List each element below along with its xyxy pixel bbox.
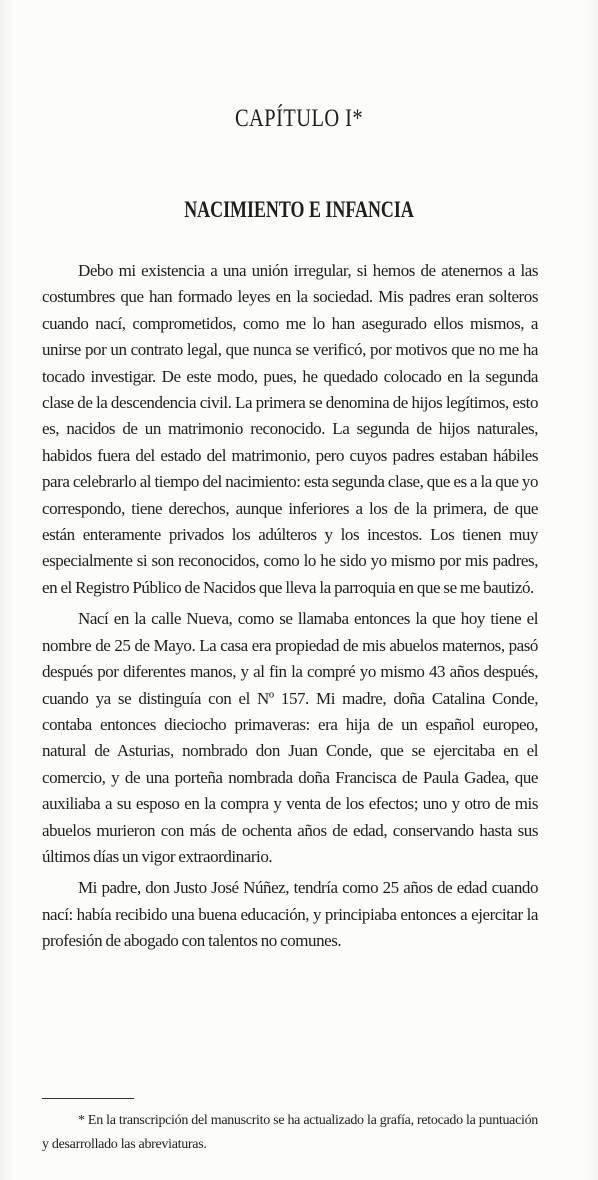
- paragraph-2: Nací en la calle Nueva, como se llamaba entonces la que hoy tiene el nombre de 25 de Mayo. La casa era propiedad de mis abuelos maternos, pasó después por diferentes manos, y al fin la compré yo mismo 43 años después, cuando ya se distinguía con el Nº 157. Mi madre, doña Catalina Conde, contaba entonces dieciocho primaveras: era hija de un español europeo, natural de Asturias, nombrado don Juan Conde, que se ejercitaba en el comercio, y de una porteña nombrada doña Francisca de Paula Gadea, que auxiliaba a su esposo en la compra y venta de los efectos; uno y otro de mis abuelos murieron con más de ochenta años de edad, conservando hasta sus últimos días un vigor extraordinario.: [42, 609, 538, 866]
- footnote-divider: [42, 1098, 134, 1099]
- footnote: * En la transcripción del manuscrito se ha actualizado la grafía, retocado la puntuación y desarrollado las abreviaturas.: [42, 1113, 538, 1152]
- section-title: NACIMIENTO E INFANCIA: [184, 197, 414, 222]
- paragraph-3: Mi padre, don Justo José Núñez, tendría como 25 años de edad cuando nací: había recibido una buena educación, y principiaba entonces a ejercitar la profesión de abogado con talentos no comunes.: [42, 878, 538, 951]
- chapter-title: CAPÍTULO I*: [234, 105, 364, 132]
- paragraph-1: Debo mi existencia a una unión irregular, si hemos de atenernos a las costumbres que han formado leyes en la sociedad. Mis padres eran solteros cuando nací, comprometidos, como me lo han asegurado ellos mismos, a unirse por un contrato legal, que nunca se verificó, por motivos que no me ha tocado investigar. De este modo, pues, he quedado colocado en la segunda clase de la descendencia civil. La primera se denomina de hijos legítimos, esto es, nacidos de un matrimonio reconocido. La segunda de hijos naturales, habidos fuera del estado del matrimonio, pero cuyos padres estaban hábiles para celebrarlo al tiempo del nacimiento: esta segunda clase, que es a la que yo correspondo, tiene derechos, aunque inferiores a los de la primera, de que están enteramente privados los adúlteros y los incestos. Los tienen muy especialmente si son reconocidos, como lo he sido yo mismo por mis padres, en el Registro Público de Nacidos que lleva la parroquia en que se me bautizó.: [42, 261, 538, 597]
- body-text: [42, 258, 538, 960]
